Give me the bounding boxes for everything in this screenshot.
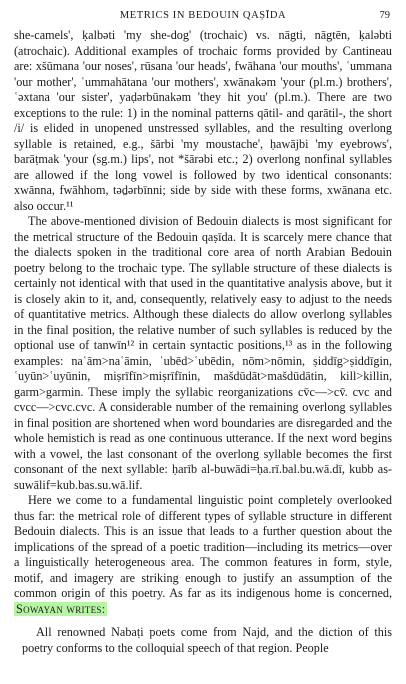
block-quote: All renowned Nabaṭi poets come from Najd, and the diction of this poetry conforms to the colloquial speech of that region. People — [22, 625, 392, 655]
running-head: METRICS IN BEDOUIN QAṢĪDA — [119, 10, 287, 21]
paragraph-3 — [14, 493, 392, 617]
paragraph-2: The above-mentioned division of Bedouin dialects is most significant for the metrical structure of the Bedouin qaṣīda. It is scarcely mere chance that the dialects spoken in the traditional core area of north Arabian Bedouin poetry belong to the trochaic type. The syllable structure of these dialects is certainly not identical with that used in the quantitative analysis above, but it is closely akin to it, and, consequently, relatively easy to adjust to the needs of quantitative metrics. Although these dialects do allow overlong syllables in the final position, the relative number of such syllables is reduced by the optional use of tanwīn¹² in certain syntactic positions,¹³ as in the following examples: naʿām>naʿāmin, ʿubēd>ʿubēdin, nōm>nōmin, ṣiddīg>ṣiddīgin, ʿuyūn>ʿuyūnin, miṣrīfīn>miṣrīfīnin, mašdūdāt>mašdūdātin, kill>killin, garm>garmin. These imply the syllabic reorganizations cv̄c—>cv̄. cvc and cvcc—>cvc.cvc. A considerable number of the remaining overlong syllables in final position are shortened when word boundaries are disregarded and the whole hemistich is read as one continuous utterance. If the next word begins with a vowel, the last consonant of the overlong syllable becomes the first consonant of the next syllable: ḥarīb al-buwādi=ḥa.rī.bal.bu.wā.dī, kubb as-suwālif=kub.bas.su.wā.lif. — [14, 214, 392, 492]
paragraph-3-text: Here we come to a fundamental linguistic point completely overlooked thus far: the metrical role of different types of syllable structure in different Bedouin dialects. This is an issue that leads to a further question about the implications of the spread of a poetic tradition—including its metrics—over a linguistically heterogeneous area. The common features in form, style, motif, and imagery are striking enough to justify an assumption of the common origin of this poetry. As far as its indigenous home is concerned, — [14, 493, 392, 600]
page-header — [14, 8, 392, 28]
body-text — [14, 28, 392, 617]
paragraph-1: she-camels', ḳalbəti 'my she-dog' (trochaic) vs. nāgti, nāgtēn, ḳaləbti (atrochaic). Additional examples of trochaic forms provided by Cantineau are: xšūmana 'our noses', rūsana 'our heads', fwāhana 'our mouths', ʿummana 'our mother', ʿummahātana 'our mothers', xwānakəm 'your (pl.m.) brothers', ʿəxtana 'our sister', yaḍərbūnakəm 'they hit you' (pl.m.). There are two exceptions to the rule: 1) in the nominal patterns qātil- and qarātil-, the short /i/ is elided in unopened unstressed syllables, and the resulting overlong syllable is retained, e.g., šārbi 'my moustache', ḥawājbi 'my eyebrows', barāṭmak 'your (sg.m.) lips', not *šārəbi etc.; 2) overlong nonfinal syllables are allowed if the long vowel is followed by two identical consonants: xwānna, fwāhhom, təḏərbīnni; side by side with these forms, xwānana etc. also occur.¹¹ — [14, 28, 392, 213]
highlighted-citation: Sowayan writes: — [16, 601, 106, 616]
page-number: 79 — [379, 10, 390, 21]
